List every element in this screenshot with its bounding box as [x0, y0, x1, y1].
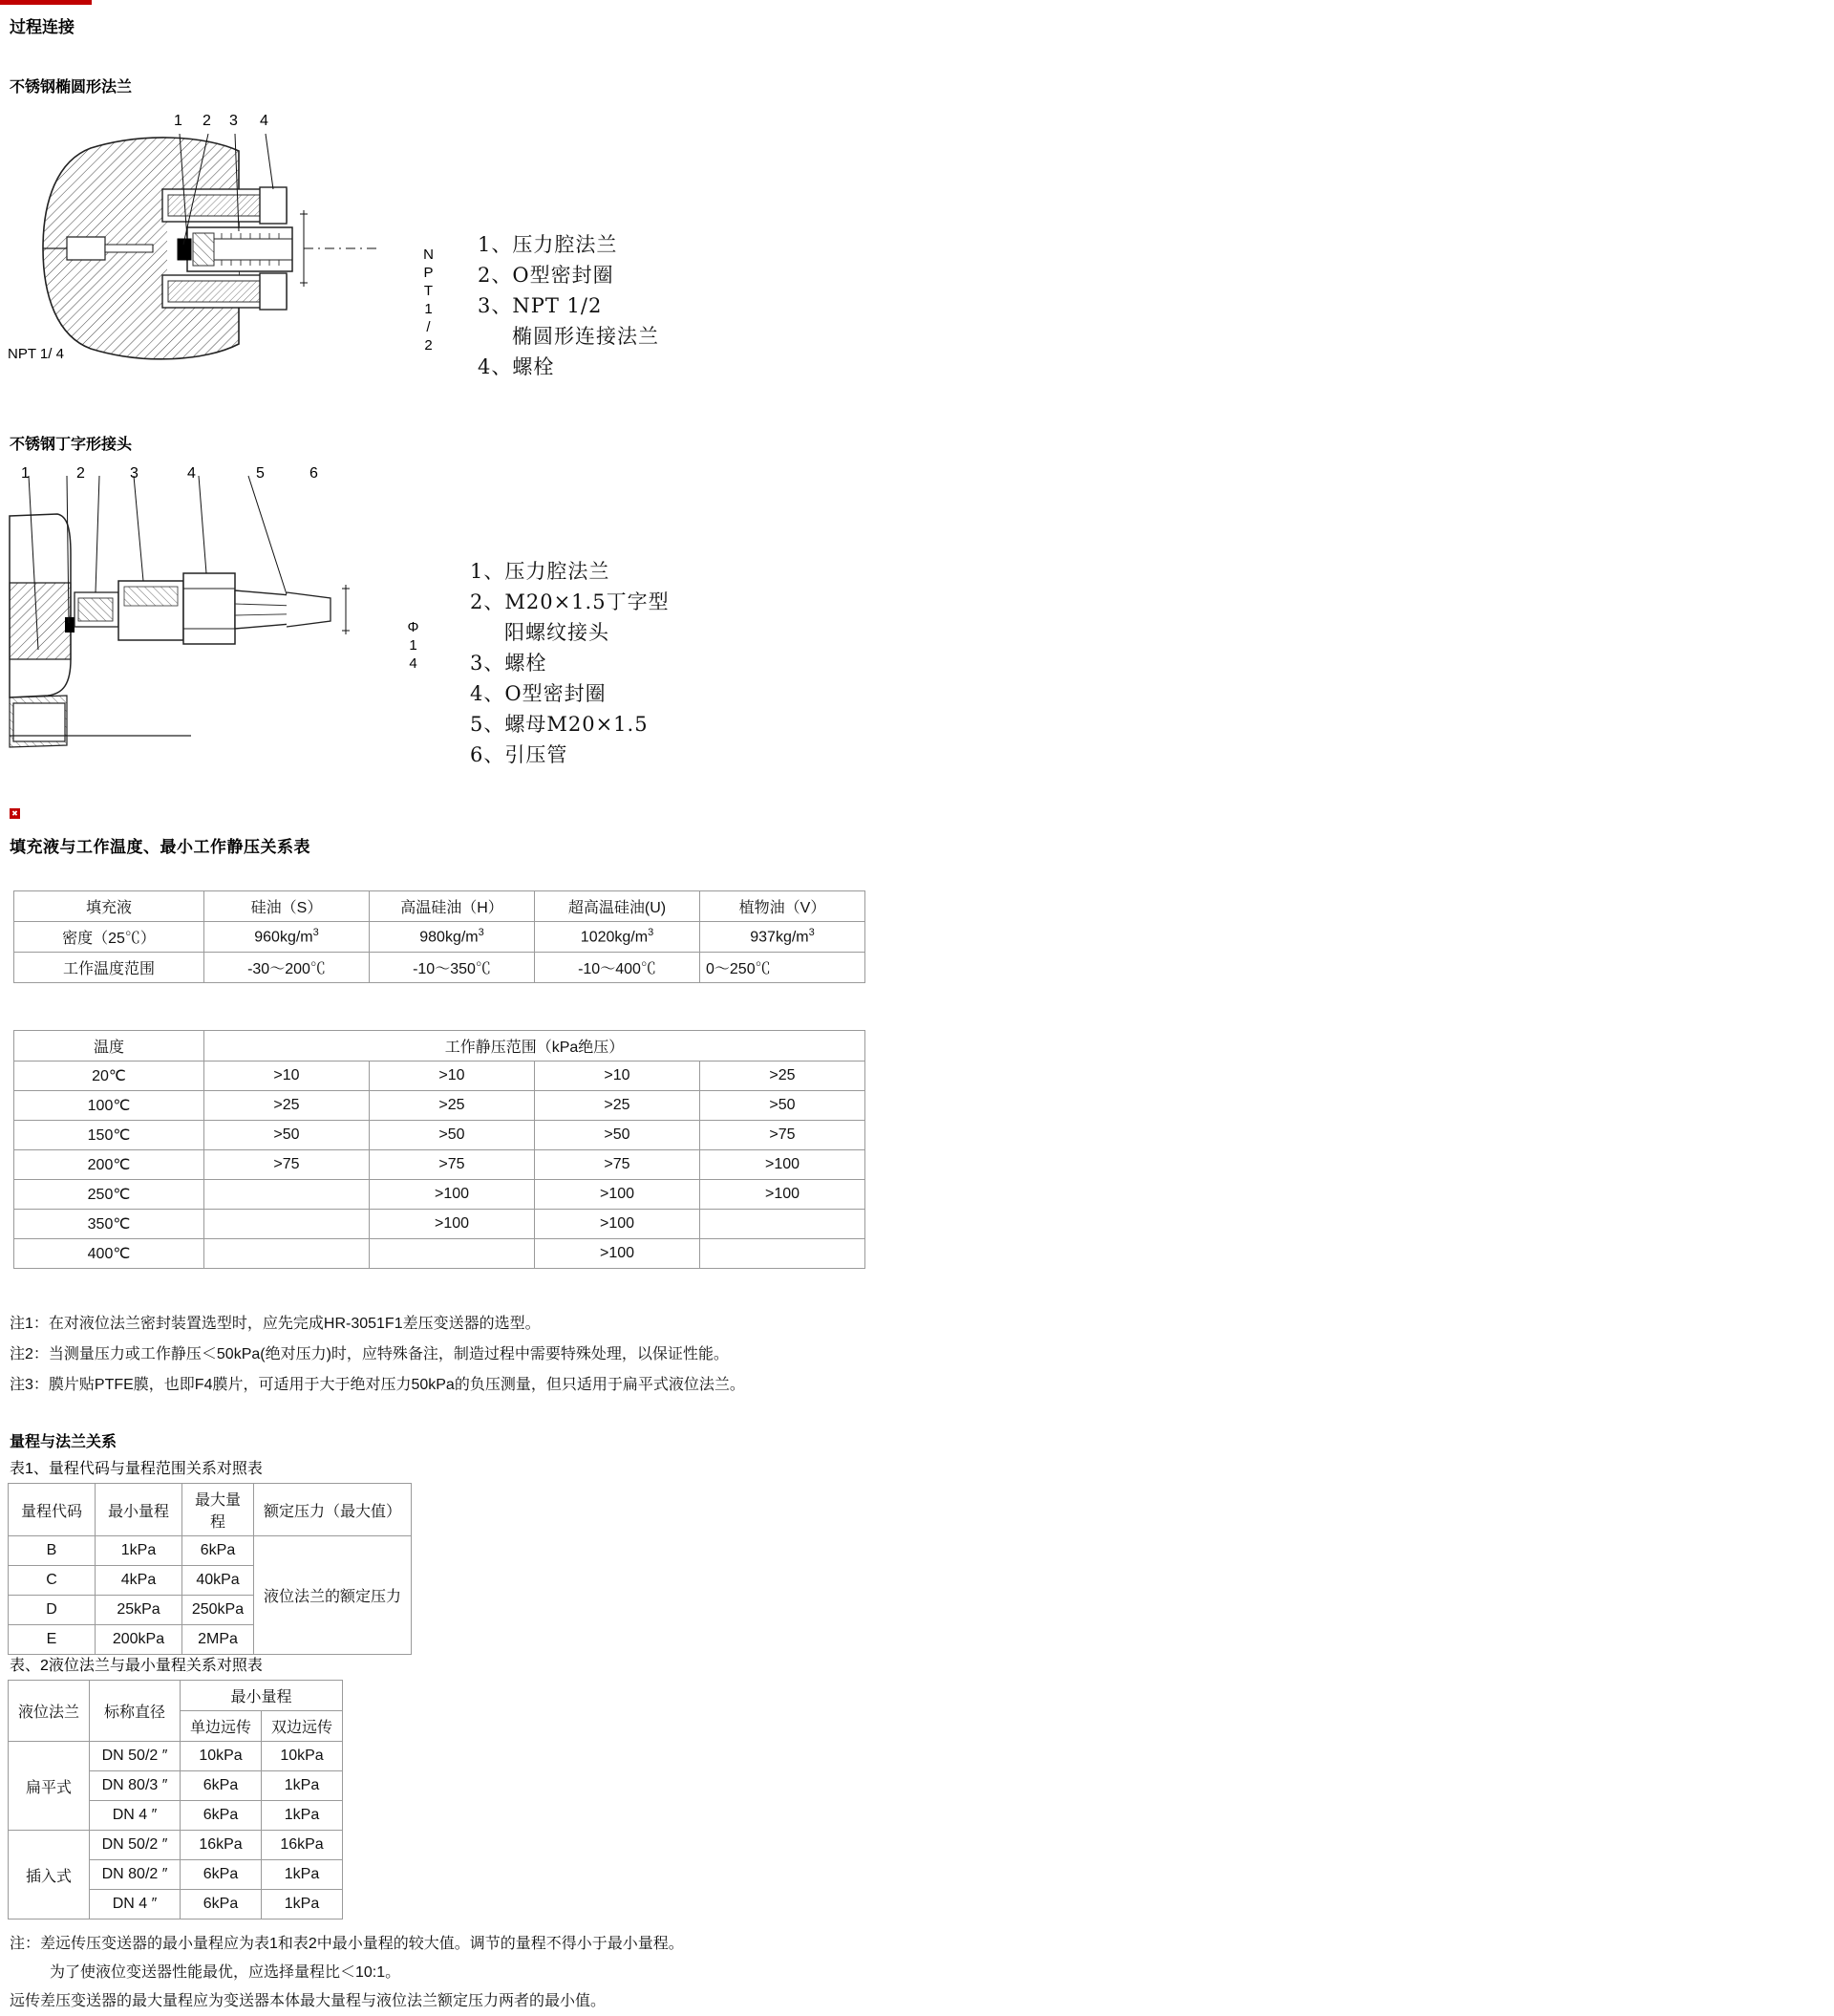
cell: >100 [370, 1180, 535, 1210]
figure2-legend-item-2: 2、M20×1.5丁字型 [470, 590, 670, 613]
cell-header-single: 单边远传 [181, 1711, 262, 1742]
cell: 高温硅油（H） [370, 891, 535, 922]
table-row [14, 1210, 865, 1239]
range-section-title: 量程与法兰关系 [10, 1434, 117, 1450]
flange-min-range-table [8, 1680, 343, 1919]
cell: 2MPa [182, 1625, 254, 1655]
cell: 20℃ [14, 1062, 204, 1091]
figure-stainless-oval-flange [0, 105, 449, 425]
table1-title: 表1、量程代码与量程范围关系对照表 [10, 1461, 263, 1477]
figure1-legend-item-1: 1、压力腔法兰 [478, 233, 618, 256]
cell: >50 [370, 1121, 535, 1150]
figure1-legend-item-3: 3、NPT 1/2 [478, 294, 603, 317]
figure2-legend [470, 556, 670, 770]
cell-pressure-header: 工作静压范围（kPa绝压） [204, 1031, 865, 1062]
table-row [9, 1742, 343, 1771]
cell: >50 [204, 1121, 370, 1150]
figure1-label-1: 1 [174, 113, 182, 129]
figure2-label-3: 3 [130, 465, 139, 482]
cell: >10 [535, 1062, 700, 1091]
cell-header: 最小量程 [96, 1484, 182, 1536]
cell-group-insert: 插入式 [9, 1831, 90, 1919]
cell: >25 [370, 1091, 535, 1121]
figure2-legend-item-2b: 阳螺纹接头 [504, 621, 609, 644]
cell [204, 1180, 370, 1210]
page-title: 过程连接 [10, 18, 75, 36]
cell: -10～350℃ [370, 953, 535, 983]
cell: 1kPa [262, 1890, 343, 1919]
table-row [14, 1150, 865, 1180]
cell: 1kPa [96, 1536, 182, 1566]
figure1-legend-item-3b: 椭圆形连接法兰 [512, 325, 659, 348]
cell-header-dn: 标称直径 [90, 1681, 181, 1742]
figure2-label-diameter: Φ14 [405, 619, 421, 674]
cell: 6kPa [181, 1890, 262, 1919]
cell: 1kPa [262, 1801, 343, 1831]
table-row [9, 1484, 412, 1536]
table-row [14, 1031, 865, 1062]
figure-stainless-tee-fitting [0, 459, 449, 779]
cell: >100 [535, 1239, 700, 1269]
cell: 200kPa [96, 1625, 182, 1655]
table-row [9, 1831, 343, 1860]
cell: >100 [370, 1210, 535, 1239]
cell: 硅油（S） [204, 891, 370, 922]
cell: >75 [535, 1150, 700, 1180]
figure2-legend-item-1: 1、压力腔法兰 [470, 560, 610, 583]
cell-header-flange: 液位法兰 [9, 1681, 90, 1742]
cell: >25 [535, 1091, 700, 1121]
table-row [9, 1536, 412, 1566]
table-row [14, 1091, 865, 1121]
cell: >100 [700, 1150, 865, 1180]
figure2-label-4: 4 [187, 465, 196, 482]
cell: 6kPa [181, 1801, 262, 1831]
figure2-legend-item-6: 6、引压管 [470, 743, 568, 766]
figure1-label-2: 2 [203, 113, 211, 129]
cell-header-double: 双边远传 [262, 1711, 343, 1742]
table-row [14, 891, 865, 922]
table-row [14, 922, 865, 953]
cell: 工作温度范围 [14, 953, 204, 983]
cell: >75 [700, 1121, 865, 1150]
top-accent-bar [0, 0, 92, 5]
cell: >75 [370, 1150, 535, 1180]
cell: -10～400℃ [535, 953, 700, 983]
cell: 200℃ [14, 1150, 204, 1180]
figure2-label-6: 6 [309, 465, 318, 482]
figure1-caption: 不锈钢椭圆形法兰 [10, 79, 133, 96]
figure1-label-3: 3 [229, 113, 238, 129]
cell: >25 [204, 1091, 370, 1121]
static-pressure-table [13, 1030, 865, 1269]
range-code-table [8, 1483, 412, 1655]
figure2-label-1: 1 [21, 465, 30, 482]
cell: C [9, 1566, 96, 1596]
table-row [14, 1121, 865, 1150]
cell-header-min-range: 最小量程 [181, 1681, 343, 1711]
table-row [14, 953, 865, 983]
footer-note-1: 注：差远传压变送器的最小量程应为表1和表2中最小量程的较大值。调节的量程不得小于最小量程。 [10, 1936, 684, 1952]
cell: >10 [370, 1062, 535, 1091]
cell-header: 最大量程 [182, 1484, 254, 1536]
cell: $980kg/m^3$ [370, 922, 535, 953]
cell: 10kPa [262, 1742, 343, 1771]
cell: DN 50/2 ″ [90, 1831, 181, 1860]
notes-block [10, 1309, 745, 1401]
section-marker-icon: ✖ [10, 808, 20, 819]
note-1: 注1：在对液位法兰密封装置选型时，应先完成HR-3051F1差压变送器的选型。 [10, 1316, 541, 1332]
cell: 6kPa [182, 1536, 254, 1566]
note-3: 注3：膜片贴PTFE膜，也即F4膜片，可适用于大于绝对压力50kPa的负压测量，但只适用于扁平式液位法兰。 [10, 1377, 745, 1393]
cell: >100 [535, 1210, 700, 1239]
figure1-label-npt12: NPT1/2 [420, 247, 437, 355]
cell: >75 [204, 1150, 370, 1180]
cell: DN 80/2 ″ [90, 1860, 181, 1890]
fill-fluid-table [13, 890, 865, 983]
cell: DN 50/2 ″ [90, 1742, 181, 1771]
footer-notes [10, 1930, 684, 2016]
cell-temperature-header: 温度 [14, 1031, 204, 1062]
cell: 350℃ [14, 1210, 204, 1239]
cell: 10kPa [181, 1742, 262, 1771]
cell: B [9, 1536, 96, 1566]
table-row [14, 1239, 865, 1269]
figure1-label-4: 4 [260, 113, 268, 129]
cell: $937kg/m^3$ [700, 922, 865, 953]
cell: 250℃ [14, 1180, 204, 1210]
cell-header: 额定压力（最大值） [254, 1484, 412, 1536]
cell: 1kPa [262, 1860, 343, 1890]
cell: >10 [204, 1062, 370, 1091]
table2-title: 表、2液位法兰与最小量程关系对照表 [10, 1658, 263, 1674]
figure1-legend [478, 229, 659, 382]
cell: DN 4 ″ [90, 1801, 181, 1831]
cell: DN 80/3 ″ [90, 1771, 181, 1801]
cell [204, 1239, 370, 1269]
cell: 超高温硅油(U) [535, 891, 700, 922]
cell: 4kPa [96, 1566, 182, 1596]
cell: 1kPa [262, 1771, 343, 1801]
figure1-legend-item-4: 4、螺栓 [478, 355, 555, 378]
cell [370, 1239, 535, 1269]
cell: 密度（25℃） [14, 922, 204, 953]
footer-note-2: 为了使液位变送器性能最优，应选择量程比＜10:1。 [50, 1964, 401, 1981]
cell-rated-pressure: 液位法兰的额定压力 [254, 1536, 412, 1655]
cell: >50 [535, 1121, 700, 1150]
fill-section-title: 填充液与工作温度、最小工作静压关系表 [10, 838, 310, 856]
note-2: 注2：当测量压力或工作静压＜50kPa(绝对压力)时，应特殊备注，制造过程中需要特殊处理，以保证性能。 [10, 1346, 729, 1362]
figure2-label-5: 5 [256, 465, 265, 482]
cell: 150℃ [14, 1121, 204, 1150]
cell: 植物油（V） [700, 891, 865, 922]
table-row [14, 1062, 865, 1091]
cell: 400℃ [14, 1239, 204, 1269]
cell-group-flat: 扁平式 [9, 1742, 90, 1831]
cell: 250kPa [182, 1596, 254, 1625]
cell: >50 [700, 1091, 865, 1121]
cell: 6kPa [181, 1771, 262, 1801]
table-row [9, 1681, 343, 1711]
figure1-label-npt14: NPT 1/ 4 [8, 346, 64, 362]
cell: E [9, 1625, 96, 1655]
figure2-label-2: 2 [76, 465, 85, 482]
cell: $960kg/m^3$ [204, 922, 370, 953]
cell: 0～250℃ [700, 953, 865, 983]
cell [700, 1210, 865, 1239]
cell: 16kPa [262, 1831, 343, 1860]
table-row [14, 1180, 865, 1210]
cell: 100℃ [14, 1091, 204, 1121]
cell: $1020kg/m^3$ [535, 922, 700, 953]
cell: 40kPa [182, 1566, 254, 1596]
cell: 6kPa [181, 1860, 262, 1890]
cell [204, 1210, 370, 1239]
cell: 填充液 [14, 891, 204, 922]
cell: D [9, 1596, 96, 1625]
cell: 25kPa [96, 1596, 182, 1625]
cell: >100 [535, 1180, 700, 1210]
cell: >100 [700, 1180, 865, 1210]
cell [700, 1239, 865, 1269]
cell-header: 量程代码 [9, 1484, 96, 1536]
cell: DN 4 ″ [90, 1890, 181, 1919]
footer-note-3: 远传差压变送器的最大量程应为变送器本体最大量程与液位法兰额定压力两者的最小值。 [10, 1993, 607, 2009]
figure2-legend-item-5: 5、螺母M20×1.5 [470, 713, 649, 736]
figure2-legend-item-4: 4、O型密封圈 [470, 682, 607, 705]
cell: -30～200℃ [204, 953, 370, 983]
cell: 16kPa [181, 1831, 262, 1860]
figure2-legend-item-3: 3、螺栓 [470, 652, 547, 675]
cell: >25 [700, 1062, 865, 1091]
figure1-legend-item-2: 2、O型密封圈 [478, 264, 614, 287]
figure2-caption: 不锈钢丁字形接头 [10, 437, 133, 453]
